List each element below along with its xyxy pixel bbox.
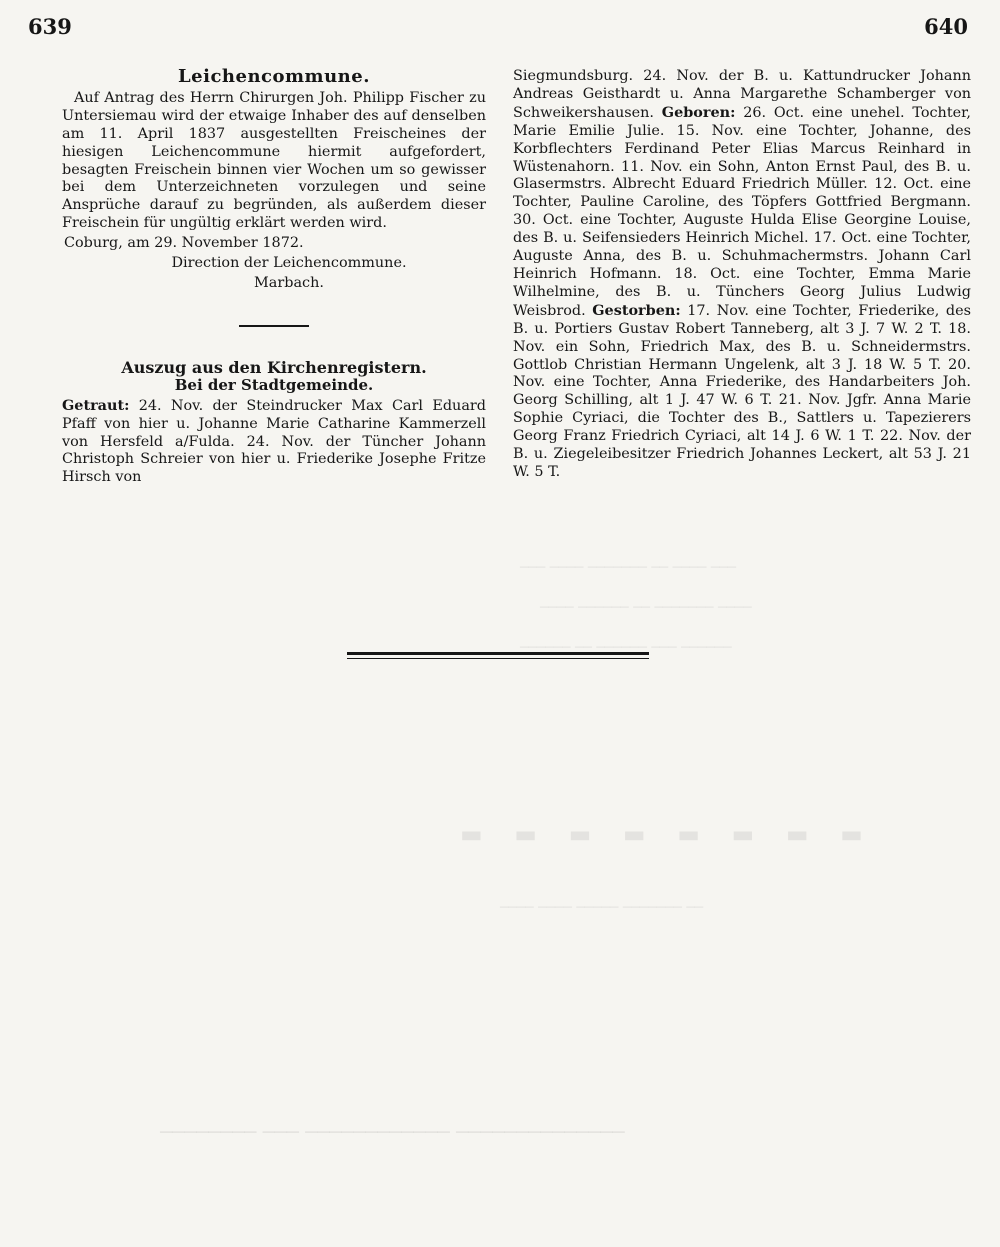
right-column [513, 68, 971, 482]
left-column [62, 68, 486, 487]
died-label: Gestorben: [592, 301, 681, 319]
signature-office: Direction der Leichencommune. [171, 255, 407, 272]
signature-date: Coburg, am 29. November 1872. [64, 235, 304, 252]
continued-text: Siegmundsburg. 24. Nov. der B. u. Kattundrucker Johann Andreas Geisthardt u. Anna Margarethe Schamberger von Schweikershausen. [513, 68, 971, 121]
page-number-right: 640 [924, 14, 968, 39]
registry-continued [513, 68, 971, 482]
married-entry [62, 397, 486, 488]
born-label: Geboren: [661, 103, 736, 121]
registry-subheading: Bei der Stadtgemeinde. [174, 375, 374, 394]
died-text: 17. Nov. eine Tochter, Friederike, des B. u. Portiers Gustav Robert Tanneberg, alt 3 J. 7 W. 2 T. 18. Nov. ein Sohn, Friedrich Max, des B. u. Schneidermstrs. Gottlob Christian Hermann Ungelenk, alt 3 J. 18 W. 5 T. 20. Nov. eine Tochter, Anna Friederike, des Handarbeiters Joh. Georg Schilling, alt 1 J. 47 W. 6 T. 21. Nov. Jgfr. Anna Marie Sophie Cyriaci, die Tochter des B., Sattlers u. Tapezierers Georg Franz Friedrich Cyriaci, alt 14 J. 6 W. 1 T. 22. Nov. der B. u. Ziegeleibesitzer Friedrich Johannes Leckert, alt 53 J. 21 W. 5 T. [513, 302, 971, 480]
married-label: Getraut: [62, 396, 130, 414]
born-text: 26. Oct. eine unehel. Tochter, Marie Emilie Julie. 15. Nov. eine Tochter, Johanne, des Korbflechters Ferdinand Peter Elias Marcus Reinhard in Wüstenahorn. 11. Nov. ein Sohn, Anton Ernst Paul, des B. u. Glasermstrs. Albrecht Eduard Friedrich Müller. 12. Oct. eine Tochter, Pauline Caroline, des Töpfers Gottfried Bergmann. 30. Oct. eine Tochter, Auguste Hulda Elise Georgine Louise, des B. u. Seifensieders Heinrich Michel. 17. Oct. eine Tochter, Auguste Anna, des B. u. Schuhmachermstrs. Johann Carl Heinrich Hofmann. 18. Oct. eine Tochter, Emma Marie Wilhelmine, des B. u. Tünchers Georg Julius Ludwig Weisbrod. [513, 104, 971, 319]
end-rule [347, 652, 649, 659]
page-number-left: 639 [28, 14, 72, 39]
notice-text: Auf Antrag des Herrn Chirurgen Joh. Philipp Fischer zu Untersiemau wird der etwaige Inhaber des auf denselben am 11. April 1837 ausgestellten Freischeines der hiesigen Leichencommune hiermit aufgefordert, besagten Freischein binnen vier Wochen um so gewisser bei dem Unterzeichneten vorzulegen und seine Ansprüche darauf zu begründen, als außerdem dieser Freischein für ungültig erklärt werden wird. [62, 89, 486, 232]
notice-heading: Leichencommune. [178, 66, 370, 87]
signature-name: Marbach. [254, 274, 324, 291]
registry-heading: Auszug aus den Kirchenregistern. [121, 357, 427, 377]
married-text: 24. Nov. der Steindrucker Max Carl Eduard Pfaff von hier u. Johanne Marie Catharine Kammerzell von Hersfeld a/Fulda. 24. Nov. der Tüncher Johann Christoph Schreier von hier u. Friederike Josephe Fritze Hirsch von [62, 397, 486, 486]
section-divider [239, 325, 309, 327]
